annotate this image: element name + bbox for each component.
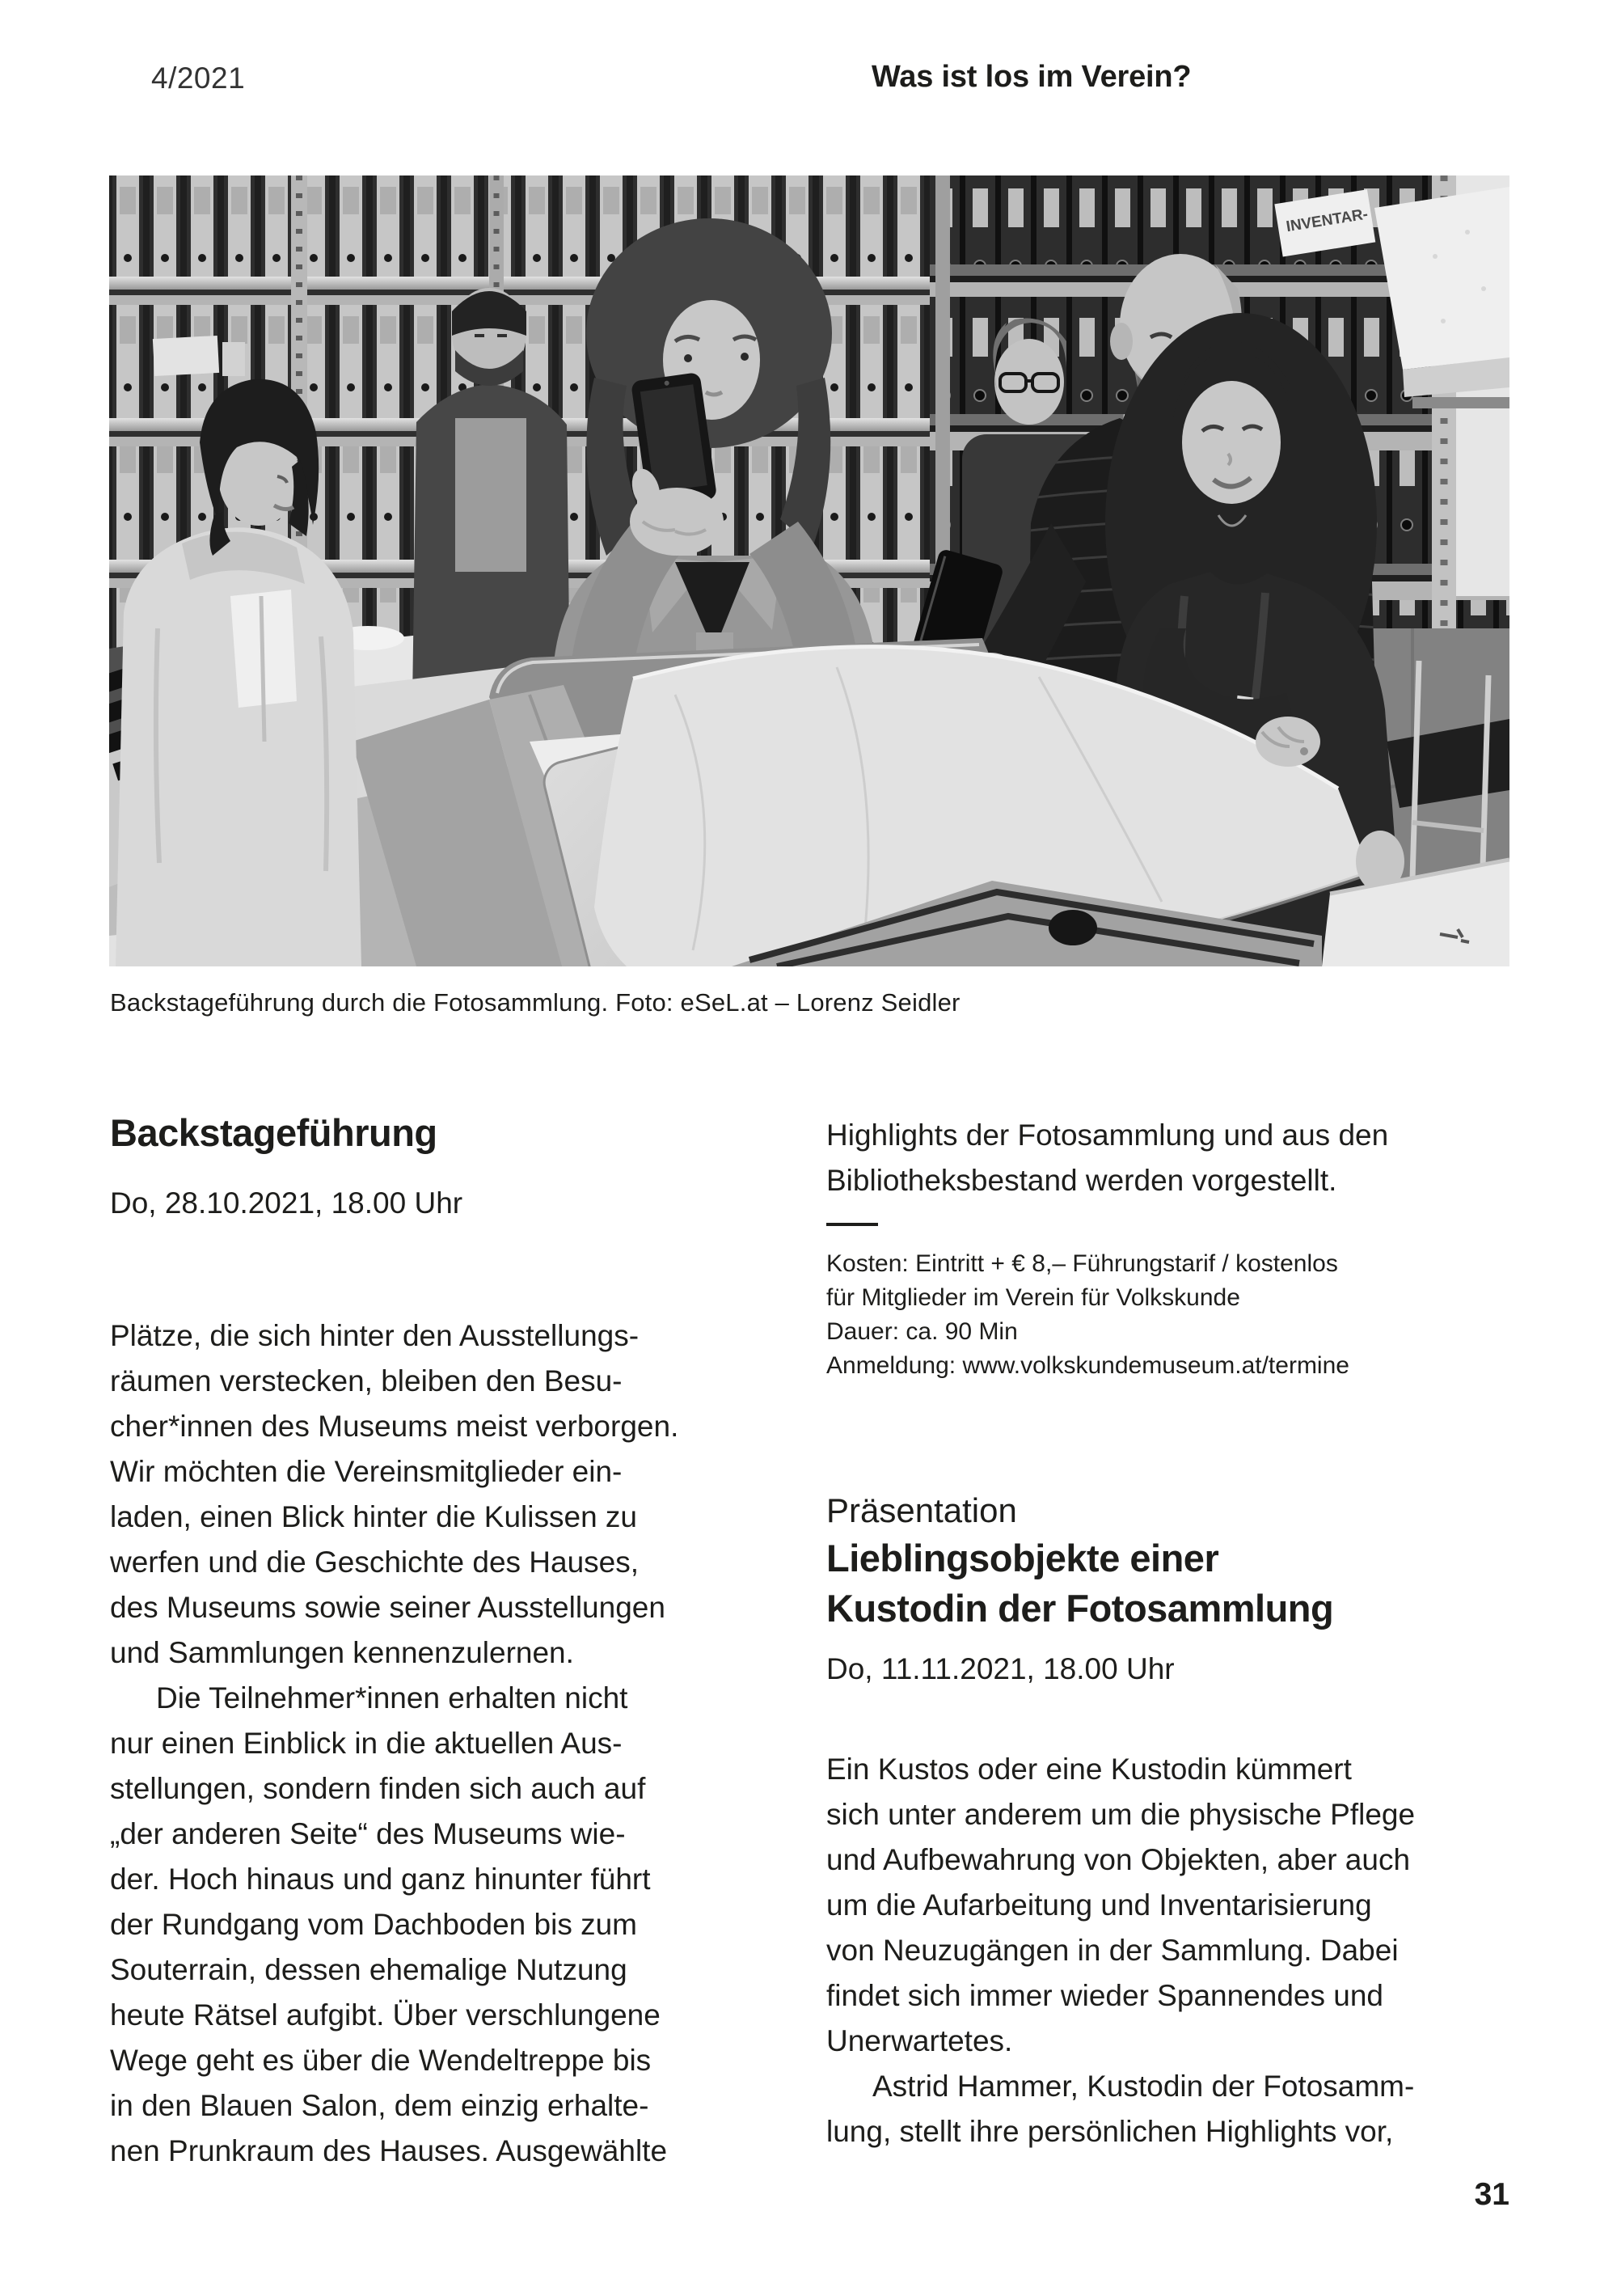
text-line: und Sammlungen kennenzulernen. — [110, 1636, 574, 1669]
header-issue: 4/2021 — [151, 61, 246, 95]
info-rule — [826, 1223, 878, 1226]
text-line: findet sich immer wieder Spannendes und — [826, 1979, 1383, 2012]
article-body-2 — [826, 1747, 1530, 2154]
text-line: und Aufbewahrung von Objekten, aber auch — [826, 1843, 1411, 1876]
text-line: Bibliotheksbestand werden vorgestellt. — [826, 1164, 1337, 1197]
section-kicker: Präsentation — [826, 1491, 1017, 1529]
text-line: in den Blauen Salon, dem einzig erhalte- — [110, 2089, 649, 2122]
text-line: Souterrain, dessen ehemalige Nutzung — [110, 1953, 627, 1986]
text-line: lung, stellt ihre persönlichen Highlights vor, — [826, 2115, 1394, 2148]
event-info — [826, 1247, 1530, 1383]
left-column — [110, 1113, 813, 2174]
archive-photo — [109, 175, 1509, 966]
text-line: Ein Kustos oder eine Kustodin kümmert — [826, 1753, 1352, 1786]
text-line: Lieblingsobjekte einer — [826, 1537, 1219, 1579]
text-line: Kosten: Eintritt + € 8,– Führungstarif / kostenlos — [826, 1250, 1338, 1277]
article-datetime: Do, 28.10.2021, 18.00 Uhr — [110, 1186, 463, 1220]
text-line: Unerwartetes. — [826, 2024, 1013, 2057]
text-line: sich unter anderem um die physische Pflege — [826, 1798, 1416, 1831]
text-line: Wir möchten die Vereinsmitglieder ein- — [110, 1455, 623, 1488]
text-line: laden, einen Blick hinter die Kulissen zu — [110, 1500, 637, 1533]
text-line: Kustodin der Fotosammlung — [826, 1587, 1334, 1630]
text-line: Highlights der Fotosammlung und aus den — [826, 1118, 1389, 1152]
text-line: Wege geht es über die Wendeltreppe bis — [110, 2044, 652, 2077]
text-line: Astrid Hammer, Kustodin der Fotosamm- — [872, 2070, 1415, 2103]
text-line: um die Aufarbeitung und Inventarisierung — [826, 1888, 1372, 1922]
text-line: nur einen Einblick in die aktuellen Aus- — [110, 1727, 623, 1760]
article-body-continuation — [826, 1113, 1530, 1203]
header-running-title: Was ist los im Verein? — [872, 60, 1192, 94]
article-datetime-2: Do, 11.11.2021, 18.00 Uhr — [826, 1652, 1175, 1685]
text-line: cher*innen des Museums meist verborgen. — [110, 1410, 679, 1443]
text-line: Die Teilnehmer*innen erhalten nicht — [156, 1681, 628, 1715]
text-line: Dauer: ca. 90 Min — [826, 1318, 1018, 1345]
text-line: werfen und die Geschichte des Hauses, — [110, 1545, 640, 1579]
article-title-2 — [826, 1533, 1530, 1634]
text-line: stellungen, sondern finden sich auch auf — [110, 1772, 646, 1805]
article-title: Backstageführung — [110, 1111, 437, 1154]
text-line: nen Prunkraum des Hauses. Ausgewählte — [110, 2134, 668, 2167]
text-line: der. Hoch hinaus und ganz hinunter führt — [110, 1863, 651, 1896]
article-body — [110, 1313, 813, 2174]
page-number: 31 — [1474, 2177, 1509, 2212]
right-column — [826, 1113, 1530, 2154]
text-line: Anmeldung: www.volkskundemuseum.at/termine — [826, 1352, 1349, 1379]
svg-text:INVENTAR-: INVENTAR- — [1285, 205, 1370, 236]
text-line: für Mitglieder im Verein für Volkskunde — [826, 1284, 1240, 1311]
text-line: der Rundgang vom Dachboden bis zum — [110, 1908, 637, 1941]
text-line: heute Rätsel aufgibt. Über verschlungene — [110, 1998, 661, 2032]
text-line: Plätze, die sich hinter den Ausstellungs- — [110, 1319, 640, 1352]
text-line: räumen verstecken, bleiben den Besu- — [110, 1364, 623, 1397]
photo-caption: Backstageführung durch die Fotosammlung. Foto: eSeL.at – Lorenz Seidler — [110, 988, 960, 1017]
text-line: „der anderen Seite“ des Museums wie- — [110, 1817, 626, 1850]
text-line: des Museums sowie seiner Ausstellungen — [110, 1591, 665, 1624]
text-line: von Neuzugängen in der Sammlung. Dabei — [826, 1934, 1399, 1967]
archive-photo-illustration — [109, 175, 1509, 966]
